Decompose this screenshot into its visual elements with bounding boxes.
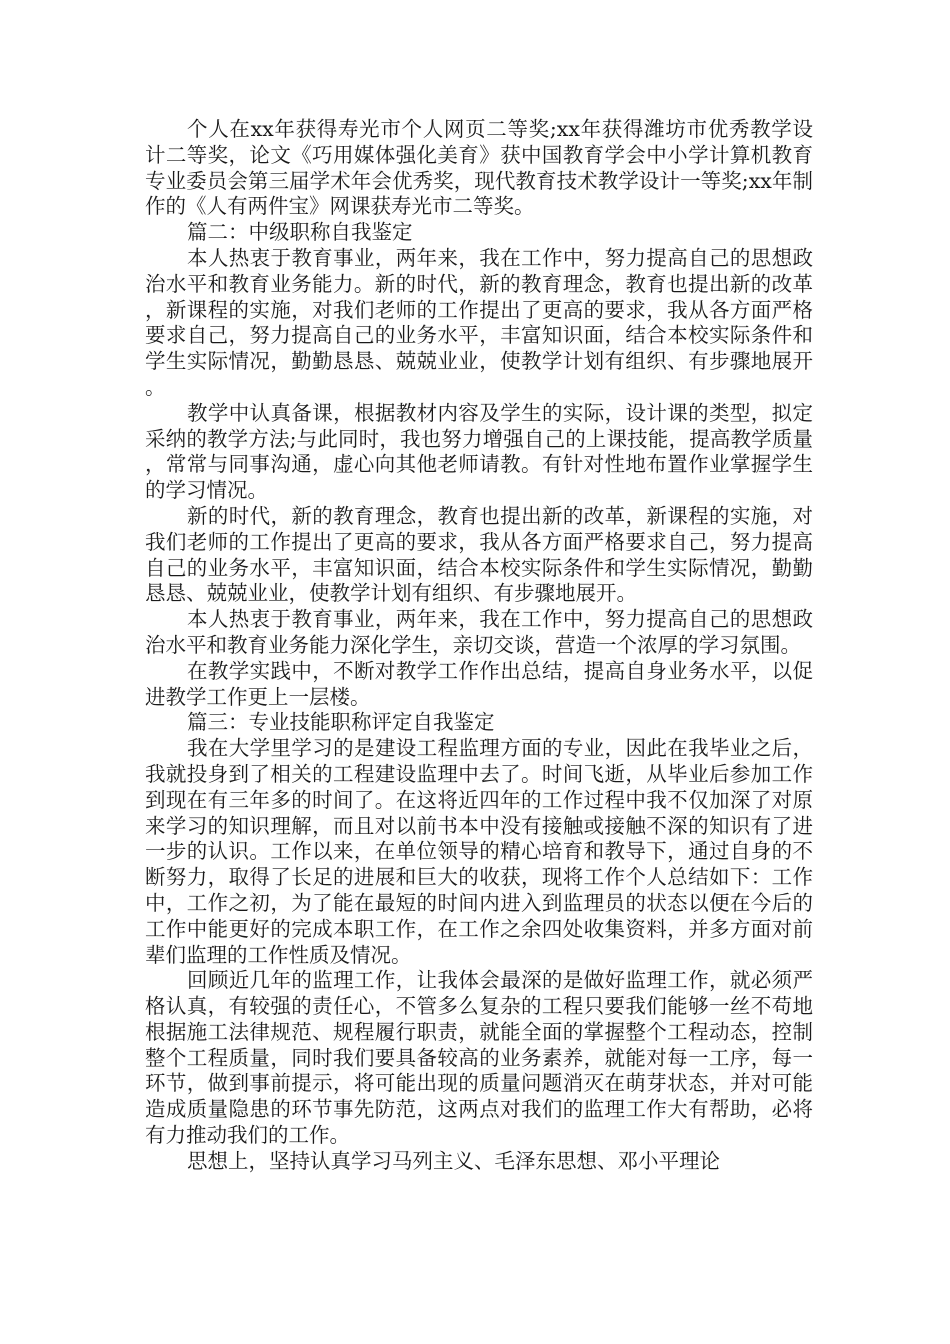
paragraph-awards: 个人在xx年获得寿光市个人网页二等奖;xx年获得潍坊市优秀教学设计二等奖，论文《巧用媒体强化美育》获中国教育学会中小学计算机教育专业委员会第三届学术年会优秀奖，现代教育技术教学设计一等奖;xx年制作的《人有两件宝》网课获寿光市二等奖。 bbox=[145, 117, 813, 219]
section-heading-part2: 篇二：中级职称自我鉴定 bbox=[187, 220, 413, 245]
paragraph-part2-dedication: 本人热衷于教育事业，两年来，我在工作中，努力提高自己的思想政治水平和教育业务能力深化学生，亲切交谈，营造一个浓厚的学习氛围。 bbox=[145, 607, 813, 657]
paragraph-part3-ideology: 思想上，坚持认真学习马列主义、毛泽东思想、邓小平理论 bbox=[187, 1148, 720, 1173]
section-heading-part3: 篇三：专业技能职称评定自我鉴定 bbox=[187, 710, 495, 735]
paragraph-part2-new-era: 新的时代，新的教育理念，教育也提出新的改革，新课程的实施，对我们老师的工作提出了更高的要求，我从各方面严格要求自己，努力提高自己的业务水平，丰富知识面，结合本校实际条件和学生实际情况，勤勤恳恳、兢兢业业，使教学计划有组织、有步骤地展开。 bbox=[145, 503, 813, 606]
paragraph-part2-teaching: 教学中认真备课，根据教材内容及学生的实际，设计课的类型，拟定采纳的教学方法;与此同时，我也努力增强自己的上课技能，提高教学质量，常常与同事沟通，虚心向其他老师请教。有针对性地布置作业掌握学生的学习情况。 bbox=[145, 400, 813, 503]
paragraph-part3-background: 我在大学里学习的是建设工程监理方面的专业，因此在我毕业之后，我就投身到了相关的工程建设监理中去了。时间飞逝，从毕业后参加工作到现在有三年多的时间了。在这将近四年的工作过程中我不仅加深了对原来学习的知识理解，而且对以前书本中没有接触或接触不深的知识有了进一步的认识。工作以来，在单位领导的精心培育和教导下，通过自身的不断努力，取得了长足的进展和巨大的收获，现将工作个人总结如下：工作中，工作之初，为了能在最短的时间内进入到监理员的状态以便在今后的工作中能更好的完成本职工作，在工作之余四处收集资料，并多方面对前辈们监理的工作性质及情况。 bbox=[145, 736, 813, 967]
paragraph-part3-review: 回顾近几年的监理工作，让我体会最深的是做好监理工作，就必须严格认真，有较强的责任心，不管多么复杂的工程只要我们能够一丝不苟地根据施工法律规范、规程履行职责，就能全面的掌握整个工程动态，控制整个工程质量，同时我们要具备较高的业务素养，就能对每一工序，每一环节，做到事前提示，将可能出现的质量问题消灭在萌芽状态，并对可能造成质量隐患的环节事先防范，这两点对我们的监理工作大有帮助，必将有力推动我们的工作。 bbox=[145, 968, 813, 1148]
paragraph-part2-practice: 在教学实践中，不断对教学工作作出总结，提高自身业务水平，以促进教学工作更上一层楼。 bbox=[145, 658, 813, 709]
paragraph-part2-intro: 本人热衷于教育事业，两年来，我在工作中，努力提高自己的思想政治水平和教育业务能力。新的时代，新的教育理念，教育也提出新的改革，新课程的实施，对我们老师的工作提出了更高的要求，我从各方面严格要求自己，努力提高自己的业务水平，丰富知识面，结合本校实际条件和学生实际情况，勤勤恳恳、兢兢业业，使教学计划有组织、有步骤地展开。 bbox=[145, 245, 813, 399]
document-page bbox=[145, 117, 813, 1175]
